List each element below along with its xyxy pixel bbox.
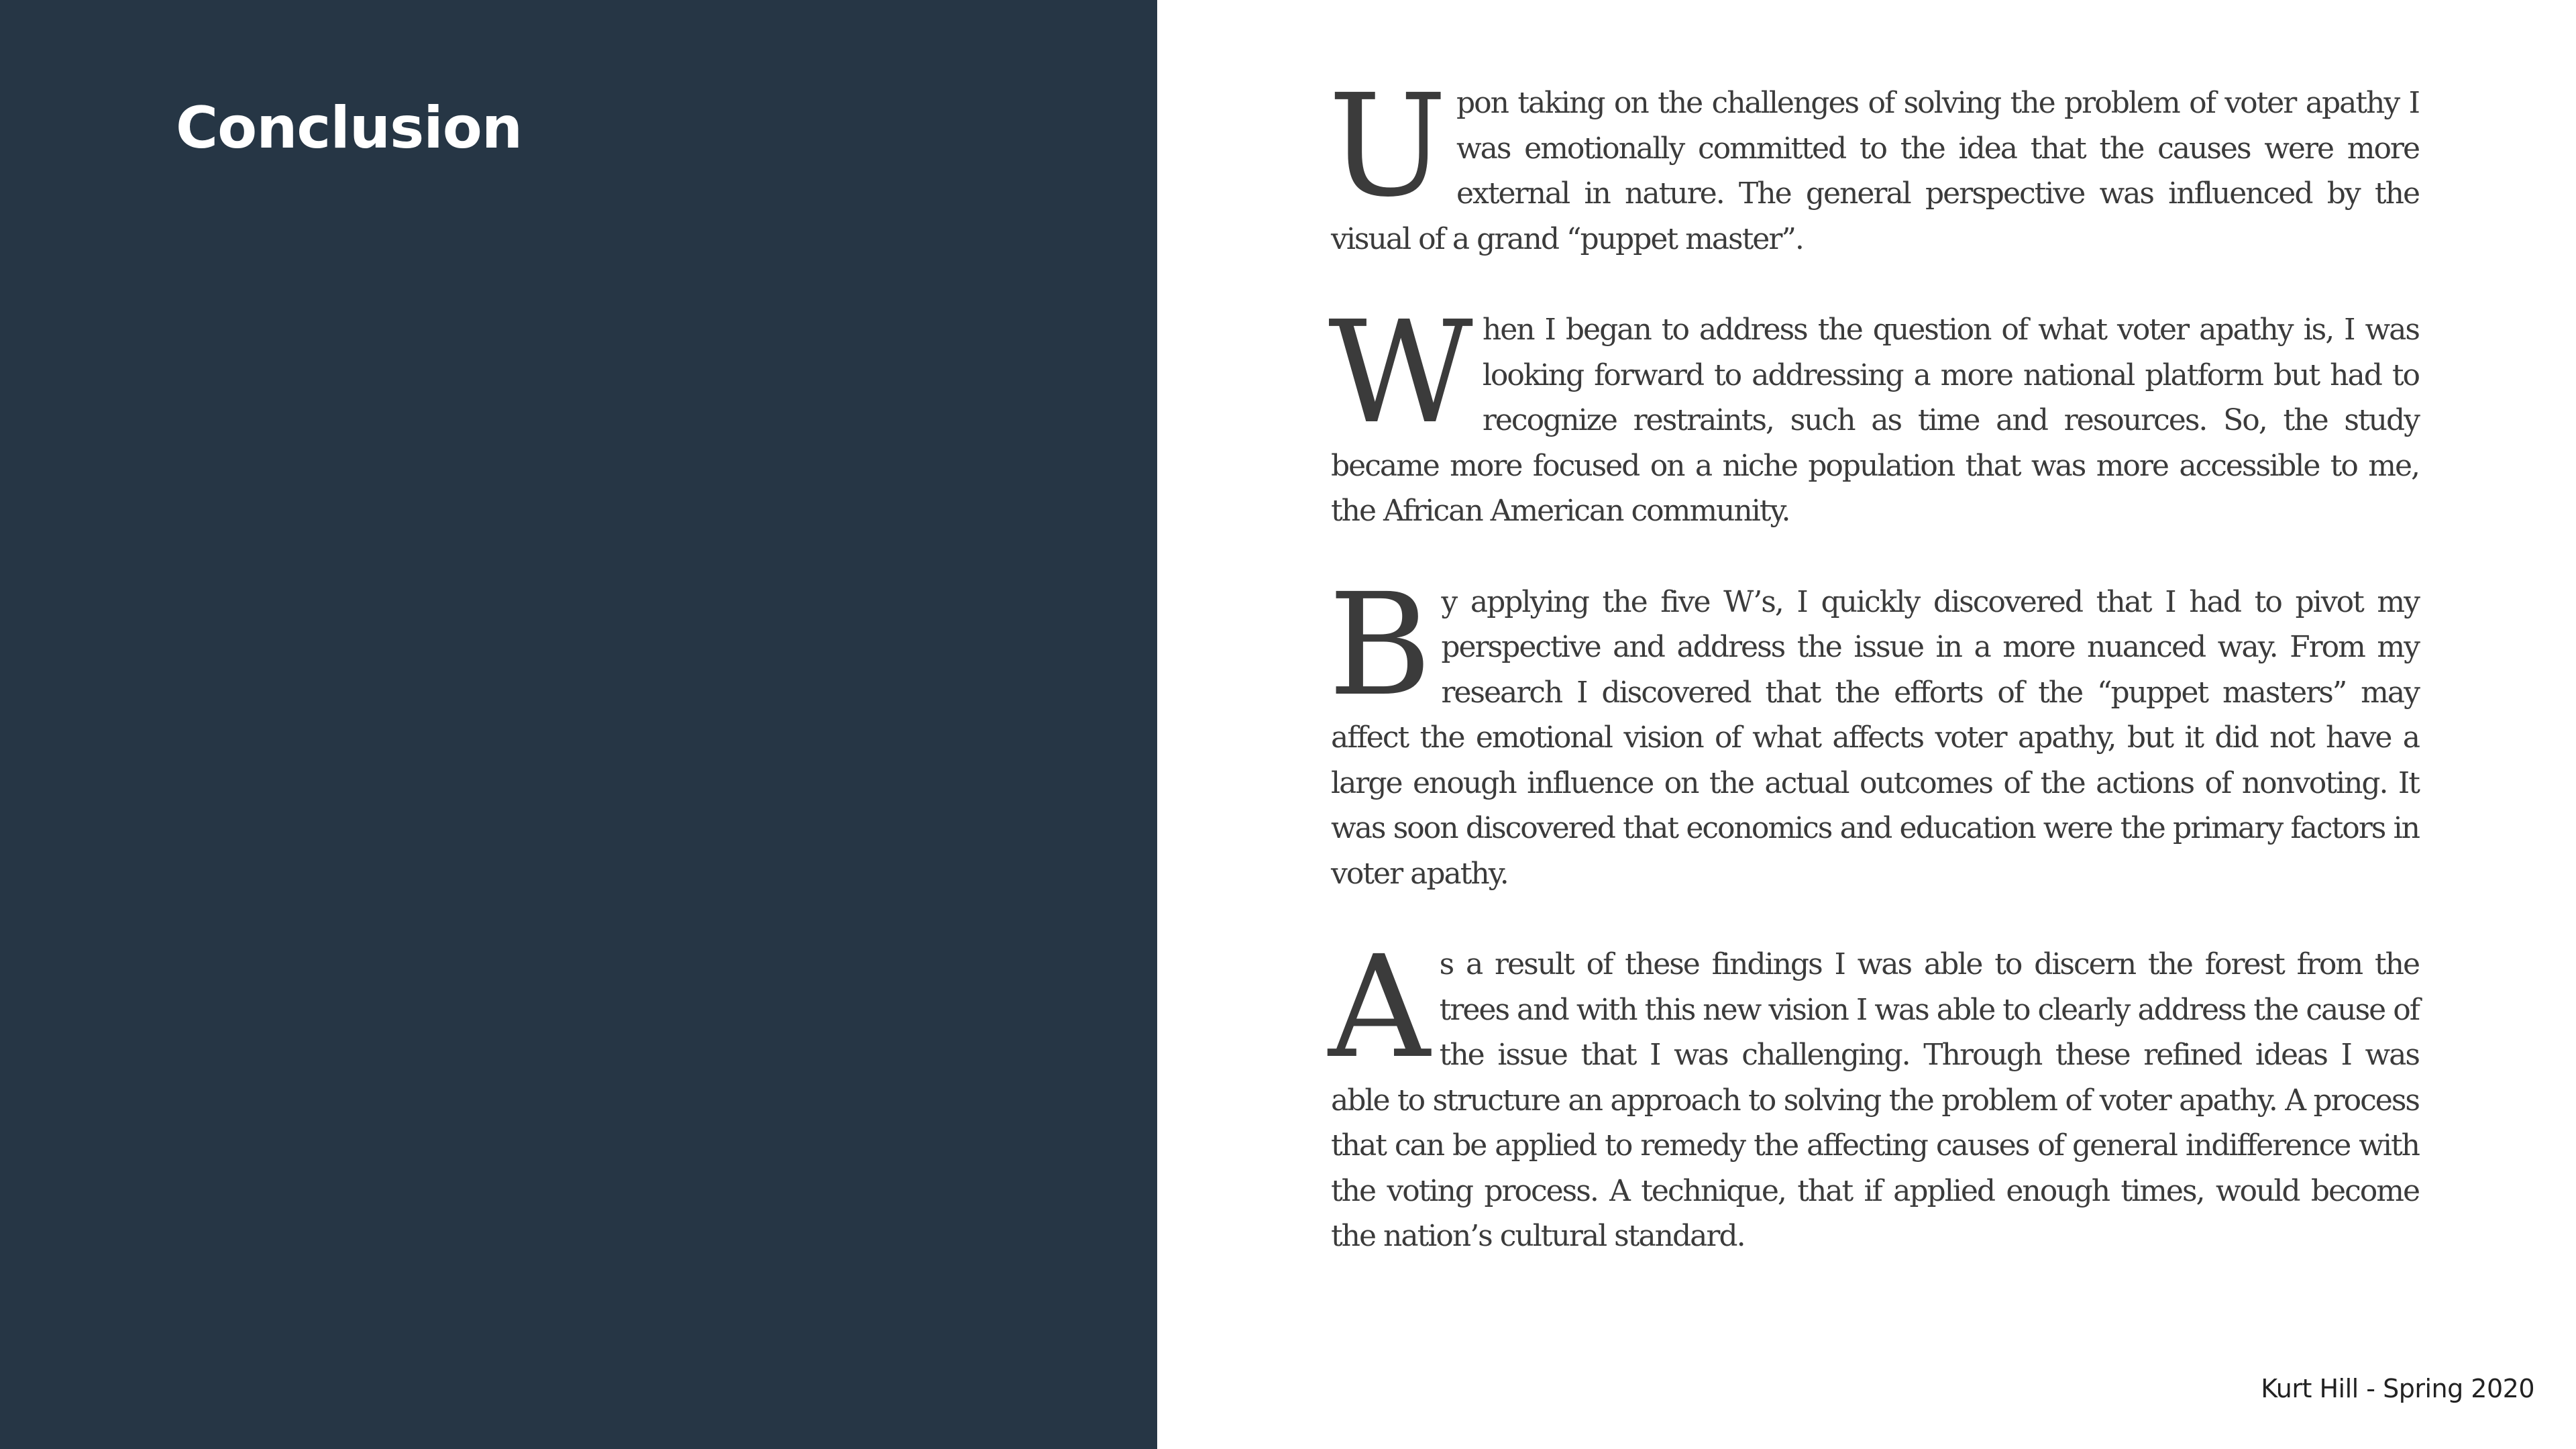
paragraph-text: hen I began to address the question of what voter apathy is, I was looking forward to addressing a more national platform but had to recognize restraints, such as time and resources. So, the study became more focused on a niche population that was more accessible to me, the African American community. [1331,313,2419,528]
paragraph-text: s a result of these findings I was able to discern the forest from the trees and with this new vision I was able to clearly address the cause of the issue that I was challenging. Through these refined ideas I was able to structure an approach to solving the problem of voter apathy. A process that can be applied to remedy the affecting causes of general indifference with the voting process. A technique, that if applied enough times, would become the nation’s cultural standard. [1331,947,2419,1253]
page-title: Conclusion [176,95,523,162]
body-column [1328,64,2419,1305]
paragraph-text: pon taking on the challenges of solving the problem of voter apathy I was emotionally committed to the idea that the causes were more external in nature. The general perspective was influenced by the visual of a grand “puppet master”. [1331,86,2419,256]
author-credit: Kurt Hill - Spring 2020 [2261,1374,2534,1403]
paragraph-4 [1328,925,2419,1259]
paragraph-3 [1328,562,2419,897]
drop-cap: B [1328,562,1432,727]
title-panel [0,0,1157,1449]
drop-cap: W [1328,290,1473,455]
drop-cap: A [1328,925,1430,1089]
paragraph-text: y applying the five W’s, I quickly discovered that I had to pivot my perspective and address the issue in a more nuanced way. From my research I discovered that the efforts of the “puppet masters” may affect the emotional vision of what affects voter apathy, but it did not have a large enough influence on the actual outcomes of the actions of nonvoting. It was soon discovered that economics and education were the primary factors in voter apathy. [1331,584,2419,891]
paragraph-2 [1328,290,2419,534]
paragraph-1 [1328,64,2419,262]
drop-cap: U [1328,64,1447,228]
